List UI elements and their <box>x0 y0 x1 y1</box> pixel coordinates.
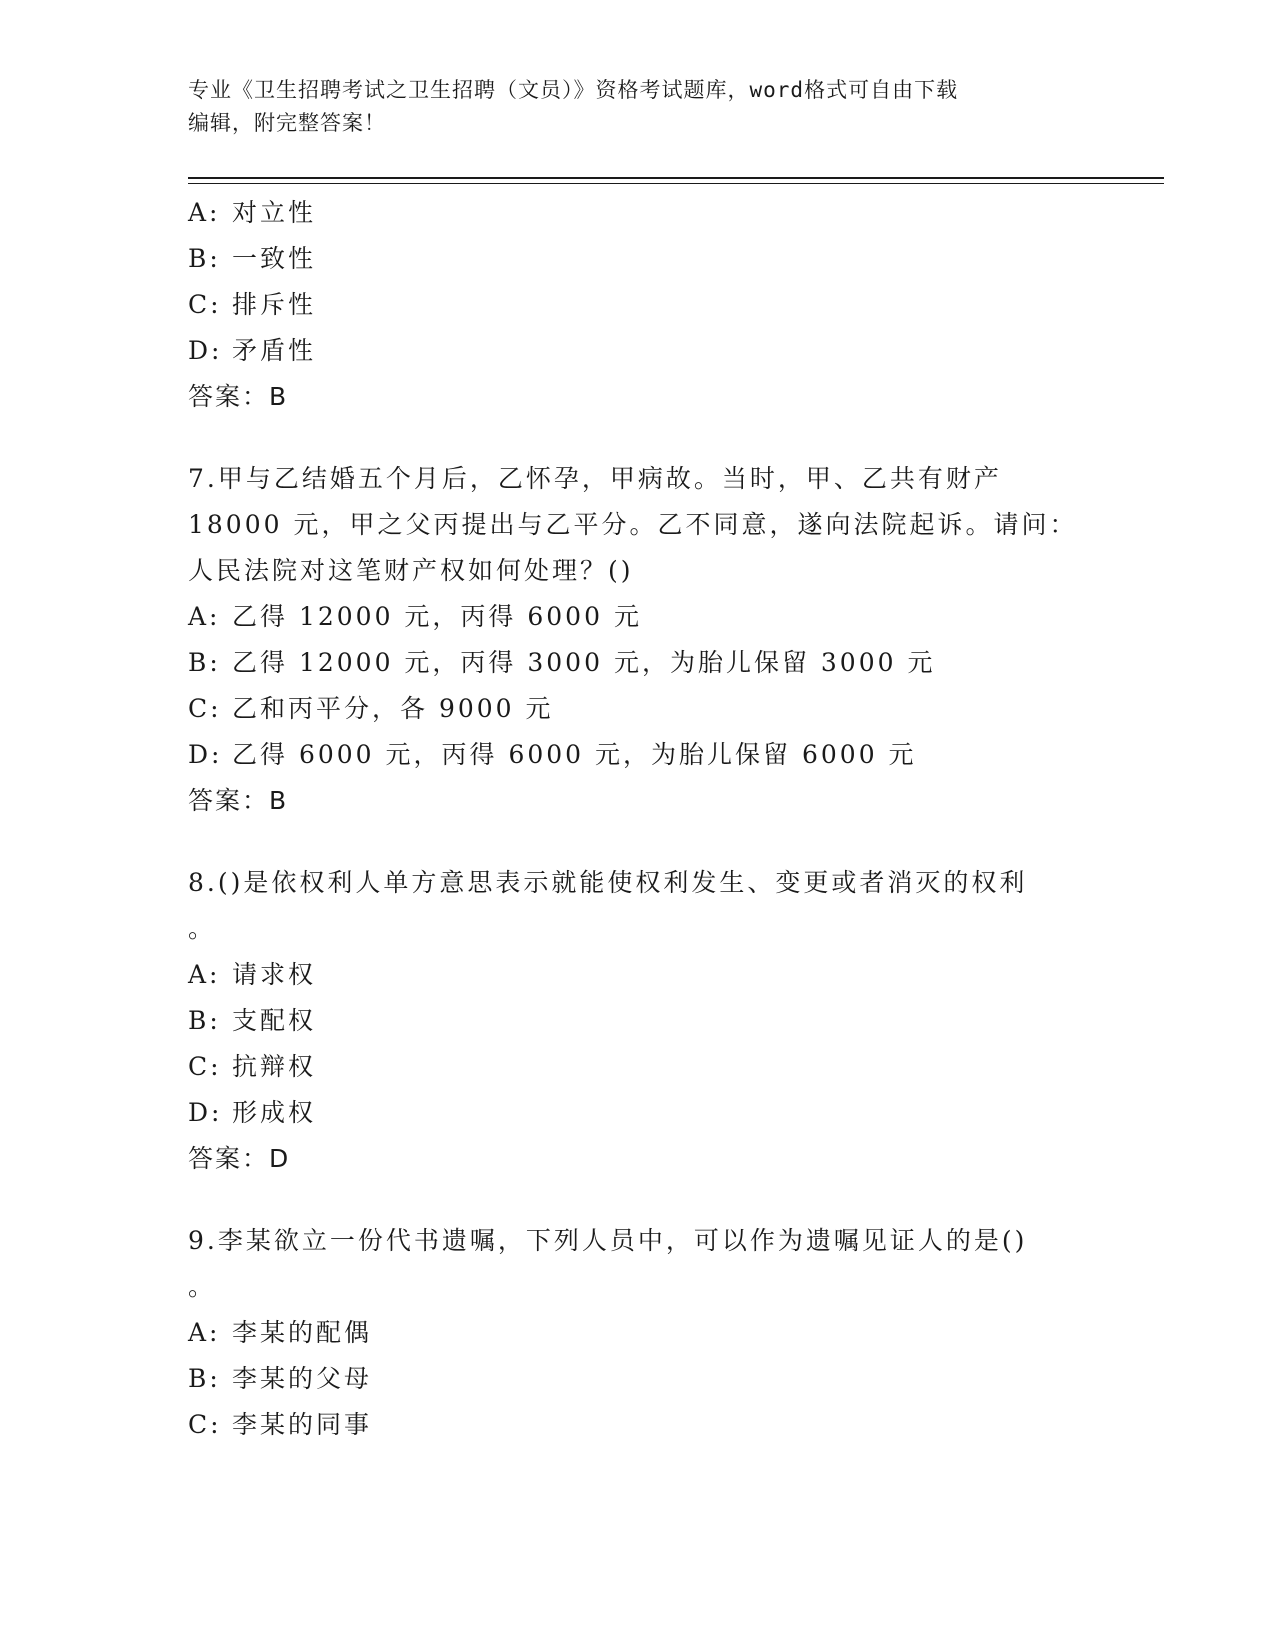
option-key: C: <box>188 1052 222 1081</box>
option-a <box>188 190 1088 236</box>
option-key: A: <box>188 198 221 227</box>
option-key: B: <box>188 648 221 677</box>
option-b <box>188 236 1088 282</box>
option-text: 支配权 <box>232 1006 317 1035</box>
option-b <box>188 1356 1088 1402</box>
answer-line: 答案：D <box>188 1144 291 1173</box>
option-c <box>188 282 1088 328</box>
document-body <box>188 190 1088 1448</box>
option-text: 抗辩权 <box>232 1052 317 1081</box>
question-text-line: 9.李某欲立一份代书遗嘱，下列人员中，可以作为遗嘱见证人的是() <box>188 1226 1028 1255</box>
document-header <box>188 74 1088 140</box>
option-key: B: <box>188 244 221 273</box>
option-key: A: <box>188 1318 221 1347</box>
option-d <box>188 732 1088 778</box>
question-8 <box>188 860 1088 1182</box>
option-key: D: <box>188 740 223 769</box>
option-text: 矛盾性 <box>232 336 317 365</box>
option-key: C: <box>188 694 222 723</box>
header-line-1: 专业《卫生招聘考试之卫生招聘（文员）》资格考试题库，word格式可自由下载 <box>188 78 959 102</box>
header-line-2: 编辑，附完整答案！ <box>188 111 386 135</box>
option-text: 一致性 <box>232 244 317 273</box>
option-key: B: <box>188 1006 221 1035</box>
option-a <box>188 1310 1088 1356</box>
question-text-line: 8.()是依权利人单方意思表示就能使权利发生、变更或者消灭的权利 <box>188 868 1028 897</box>
option-text: 请求权 <box>232 960 317 989</box>
header-divider-thin <box>188 183 1164 184</box>
option-key: C: <box>188 1410 222 1439</box>
option-c <box>188 1044 1088 1090</box>
option-key: C: <box>188 290 222 319</box>
question-7 <box>188 456 1088 824</box>
header-divider-thick <box>188 177 1164 179</box>
option-key: A: <box>188 960 221 989</box>
question-text-line: 。 <box>188 1272 217 1301</box>
question-6 <box>188 190 1088 420</box>
question-text-line: 7.甲与乙结婚五个月后，乙怀孕，甲病故。当时，甲、乙共有财产 <box>188 464 1002 493</box>
option-a <box>188 952 1088 998</box>
option-d <box>188 1090 1088 1136</box>
option-text: 乙得 12000 元，丙得 6000 元 <box>232 602 642 631</box>
option-key: D: <box>188 1098 223 1127</box>
question-text-line: 。 <box>188 914 217 943</box>
answer-line: 答案：B <box>188 382 289 411</box>
option-text: 李某的配偶 <box>232 1318 373 1347</box>
option-key: D: <box>188 336 223 365</box>
option-b <box>188 640 1088 686</box>
option-b <box>188 998 1088 1044</box>
option-text: 排斥性 <box>232 290 317 319</box>
option-text: 李某的同事 <box>232 1410 373 1439</box>
option-c <box>188 1402 1088 1448</box>
option-key: B: <box>188 1364 221 1393</box>
option-text: 乙得 12000 元，丙得 3000 元，为胎儿保留 3000 元 <box>232 648 936 677</box>
option-text: 乙和丙平分，各 9000 元 <box>232 694 554 723</box>
option-text: 形成权 <box>232 1098 317 1127</box>
option-d <box>188 328 1088 374</box>
option-text: 乙得 6000 元，丙得 6000 元，为胎儿保留 6000 元 <box>232 740 917 769</box>
option-key: A: <box>188 602 221 631</box>
question-9 <box>188 1218 1088 1448</box>
question-text-line: 人民法院对这笔财产权如何处理？() <box>188 556 634 585</box>
option-a <box>188 594 1088 640</box>
question-text-line: 18000 元，甲之父丙提出与乙平分。乙不同意，遂向法院起诉。请问： <box>188 510 1078 539</box>
option-text: 李某的父母 <box>232 1364 373 1393</box>
option-text: 对立性 <box>232 198 317 227</box>
option-c <box>188 686 1088 732</box>
answer-line: 答案：B <box>188 786 289 815</box>
